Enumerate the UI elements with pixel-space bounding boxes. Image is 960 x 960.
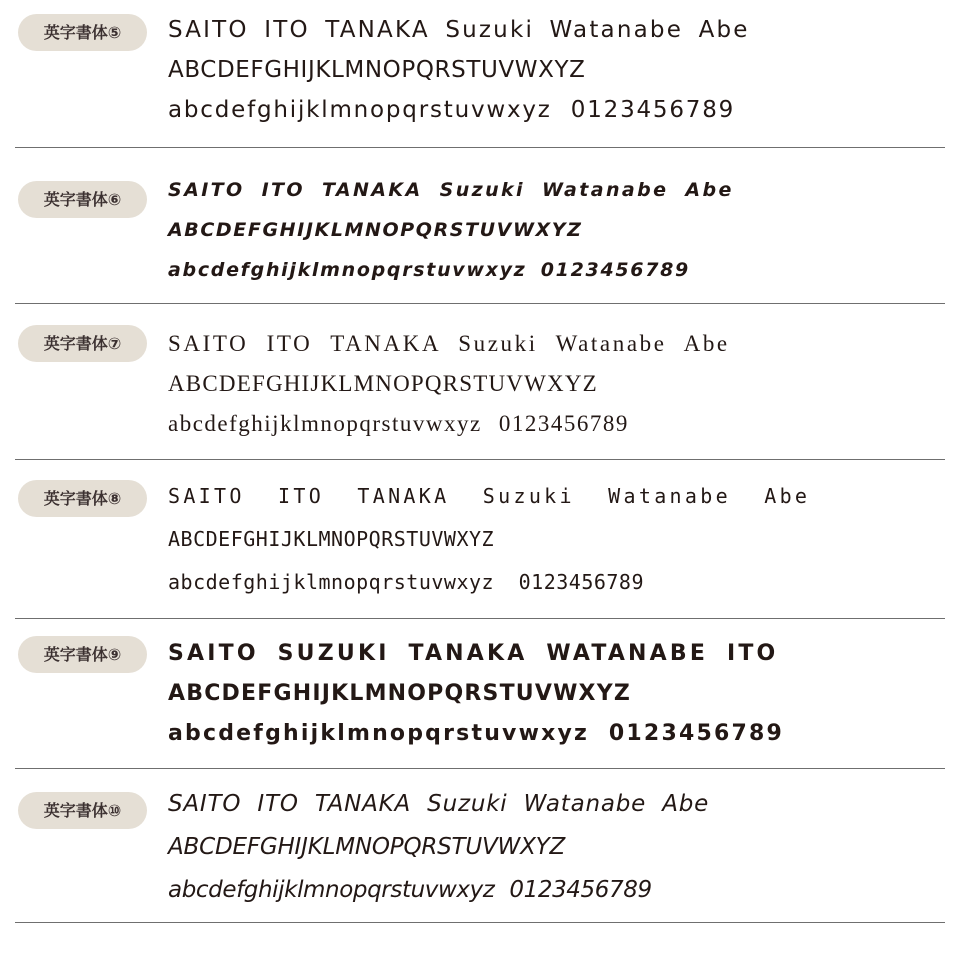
sample-lowercase-digits: abcdefghijklmnopqrstuvwxyz 0123456789: [168, 570, 645, 594]
sample-names: SAITO SUZUKI TANAKA WATANABE ITO: [168, 641, 779, 666]
font-style-badge: 英字書体⑩: [18, 792, 147, 829]
sample-names: SAITO ITO TANAKA Suzuki Watanabe Abe: [168, 179, 734, 201]
sample-lowercase-digits: abcdefghijklmnopqrstuvwxyz 0123456789: [168, 877, 652, 903]
font-style-badge: 英字書体⑦: [18, 325, 147, 362]
sample-names: SAITO ITO TANAKA Suzuki Watanabe Abe: [168, 484, 811, 508]
sample-lowercase-digits: abcdefghijklmnopqrstuvwxyz 0123456789: [168, 259, 690, 281]
sample-names: SAITO ITO TANAKA Suzuki Watanabe Abe: [168, 791, 710, 817]
sample-names: SAITO ITO TANAKA Suzuki Watanabe Abe: [168, 17, 750, 43]
sample-uppercase: ABCDEFGHIJKLMNOPQRSTUVWXYZ: [168, 219, 583, 241]
sample-lowercase-digits: abcdefghijklmnopqrstuvwxyz 0123456789: [168, 411, 629, 436]
sample-lowercase-digits: abcdefghijklmnopqrstuvwxyz 0123456789: [168, 721, 784, 746]
font-sample-10: [0, 769, 960, 923]
sample-uppercase: ABCDEFGHIJKLMNOPQRSTUVWXYZ: [168, 681, 631, 706]
sample-uppercase: ABCDEFGHIJKLMNOPQRSTUVWXYZ: [168, 57, 586, 83]
font-sample-9: [0, 619, 960, 768]
font-style-badge: 英字書体⑥: [18, 181, 147, 218]
font-style-badge: 英字書体⑤: [18, 14, 147, 51]
font-style-badge: 英字書体⑨: [18, 636, 147, 673]
sample-uppercase: ABCDEFGHIJKLMNOPQRSTUVWXYZ: [168, 371, 598, 396]
font-sample-7: [0, 304, 960, 460]
font-sample-8: [0, 460, 960, 618]
font-sample-6: [0, 148, 960, 303]
sample-uppercase: ABCDEFGHIJKLMNOPQRSTUVWXYZ: [168, 834, 566, 860]
section-divider: [15, 922, 945, 923]
sample-lowercase-digits: abcdefghijklmnopqrstuvwxyz 0123456789: [168, 97, 736, 123]
font-style-badge: 英字書体⑧: [18, 480, 147, 517]
sample-uppercase: ABCDEFGHIJKLMNOPQRSTUVWXYZ: [168, 527, 495, 551]
sample-names: SAITO ITO TANAKA Suzuki Watanabe Abe: [168, 331, 730, 356]
font-sample-5: [0, 0, 960, 148]
